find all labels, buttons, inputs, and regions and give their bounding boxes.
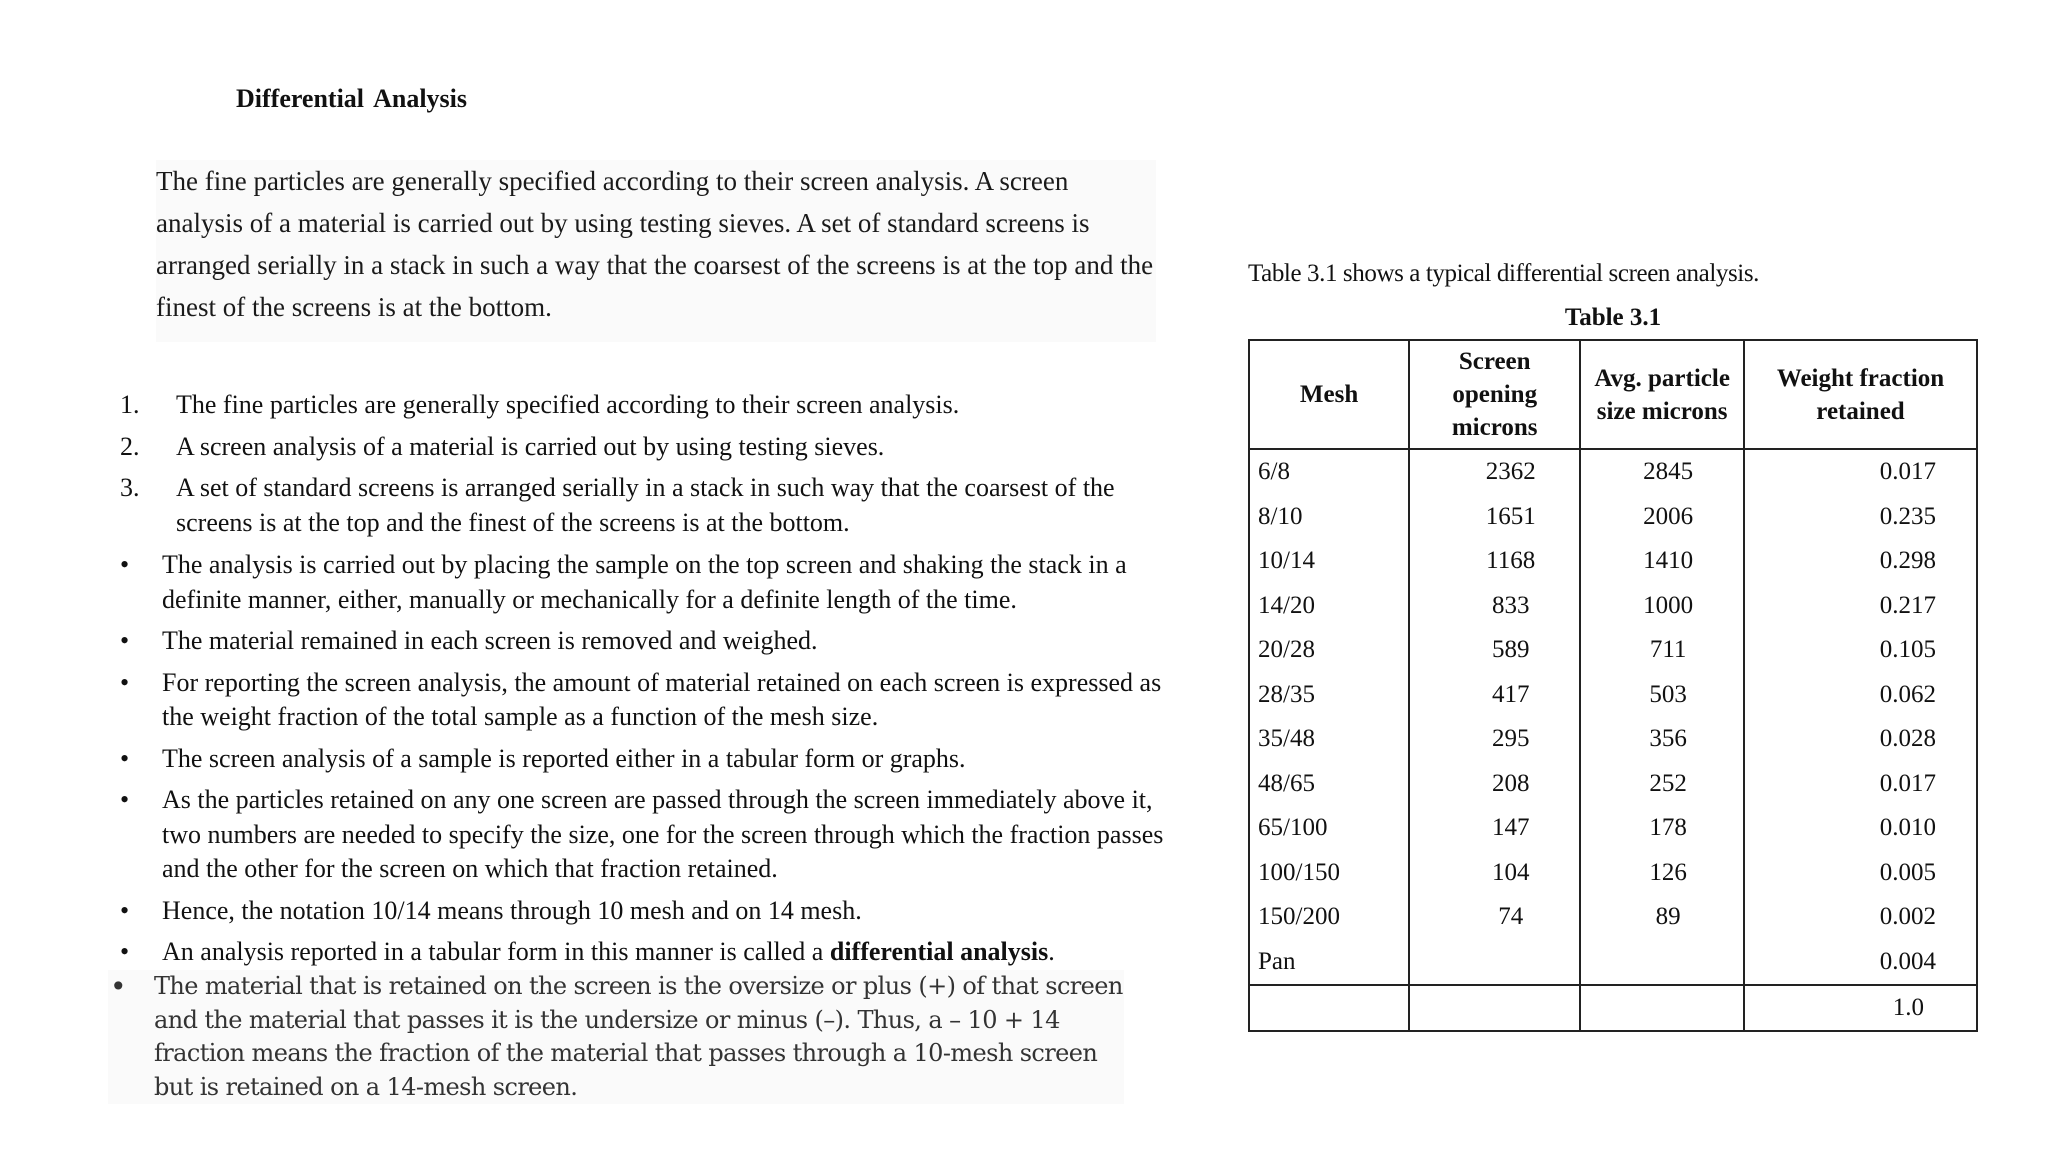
screen-opening-cell: 589 [1409,628,1580,673]
note-text: The material that is retained on the screen is the oversize or plus (+) of that screen and the material that passes it is the undersize or minus (–). Thus, a – 10 + 14 fraction means the fraction of the material that passes through a 10-mesh screen but is retained on a 14-mesh screen. [154,972,1123,1101]
mesh-cell: 35/48 [1249,717,1409,762]
total-weight-fraction-cell: 1.0 [1744,985,1977,1031]
mesh-cell: 150/200 [1249,895,1409,940]
mesh-cell: 6/8 [1249,449,1409,495]
bullet-item [110,935,1170,970]
bullet-marker: • [120,667,130,697]
bullet-text: The analysis is carried out by placing the sample on the top screen and shaking the stack in a definite manner, either, manually or mechanically for a definite length of the time. [162,550,1127,614]
weight-fraction-cell: 0.062 [1744,673,1977,718]
mesh-cell: 100/150 [1249,851,1409,896]
screen-analysis-table [1248,339,1978,1032]
weight-fraction-cell: 0.010 [1744,806,1977,851]
avg-particle-size-cell [1580,940,1744,986]
mesh-cell: Pan [1249,940,1409,986]
bullet-text: An analysis reported in a tabular form in this manner is called a [162,937,830,966]
mesh-cell: 65/100 [1249,806,1409,851]
table-caption: Table 3.1 shows a typical differential screen analysis. [1248,260,1760,287]
table-row [1249,762,1977,807]
weight-fraction-cell: 0.005 [1744,851,1977,896]
bullet-item [110,894,1170,929]
avg-particle-size-cell: 356 [1580,717,1744,762]
bullet-text-end: . [1048,937,1055,966]
avg-particle-size-cell: 1000 [1580,584,1744,629]
header-avg-particle-size: Avg. particle size microns [1580,340,1744,449]
avg-particle-size-cell: 503 [1580,673,1744,718]
bullet-item [110,548,1170,617]
table-row [1249,539,1977,584]
numbered-item [110,388,1180,423]
oversize-undersize-note [108,970,1124,1104]
screen-opening-cell: 1651 [1409,495,1580,540]
avg-particle-size-cell: 89 [1580,895,1744,940]
weight-fraction-cell: 0.004 [1744,940,1977,986]
numbered-item [110,471,1180,540]
bullet-text: The material remained in each screen is removed and weighed. [162,626,818,655]
table-row [1249,806,1977,851]
screen-opening-cell [1409,940,1580,986]
bullet-text: As the particles retained on any one screen are passed through the screen immediately above it, two numbers are needed to specify the size, one for the screen through which the fraction passes and the other for the screen on which that fraction retained. [162,785,1164,883]
screen-opening-cell: 2362 [1409,449,1580,495]
screen-opening-cell: 147 [1409,806,1580,851]
total-empty-cell [1249,985,1409,1031]
item-text: A set of standard screens is arranged serially in a stack in such way that the coarsest of the screens is at the top and the finest of the screens is at the bottom. [176,473,1115,537]
item-text: The fine particles are generally specified according to their screen analysis. [176,390,960,419]
weight-fraction-cell: 0.028 [1744,717,1977,762]
screen-opening-cell: 74 [1409,895,1580,940]
table-row [1249,851,1977,896]
table-header-row [1249,340,1977,449]
weight-fraction-cell: 0.017 [1744,449,1977,495]
bullet-list [110,548,1170,977]
weight-fraction-cell: 0.017 [1744,762,1977,807]
bullet-item [110,666,1170,735]
item-text: A screen analysis of a material is carried out by using testing sieves. [176,431,885,461]
item-number: 3. [120,473,140,502]
mesh-cell: 10/14 [1249,539,1409,584]
screen-opening-cell: 208 [1409,762,1580,807]
bullet-text: Hence, the notation 10/14 means through 10 mesh and on 14 mesh. [162,895,862,925]
bullet-item [110,624,1170,659]
screen-opening-cell: 295 [1409,717,1580,762]
header-screen-opening: Screen opening microns [1409,340,1580,449]
table-row [1249,717,1977,762]
bullet-item [110,742,1170,777]
table-row [1249,449,1977,495]
bullet-marker: • [120,626,130,655]
avg-particle-size-cell: 711 [1580,628,1744,673]
avg-particle-size-cell: 2845 [1580,449,1744,495]
table-title: Table 3.1 [1564,304,1662,331]
intro-paragraph: The fine particles are generally specified according to their screen analysis. A screen analysis of a material is carried out by using testing sieves. A set of standard screens is arranged serially in a stack in such a way that the coarsest of the screens is at the top and the finest of the screens is at the bottom. [156,160,1156,342]
numbered-item [110,430,1180,465]
section-heading: Differential Analysis [236,84,468,113]
weight-fraction-cell: 0.002 [1744,895,1977,940]
bullet-item [110,783,1170,887]
screen-opening-cell: 833 [1409,584,1580,629]
avg-particle-size-cell: 2006 [1580,495,1744,540]
screen-opening-cell: 417 [1409,673,1580,718]
avg-particle-size-cell: 178 [1580,806,1744,851]
weight-fraction-cell: 0.217 [1744,584,1977,629]
mesh-cell: 20/28 [1249,628,1409,673]
mesh-cell: 28/35 [1249,673,1409,718]
weight-fraction-cell: 0.235 [1744,495,1977,540]
bullet-marker: • [120,743,130,773]
total-empty-cell [1409,985,1580,1031]
weight-fraction-cell: 0.105 [1744,628,1977,673]
item-number: 2. [120,431,140,461]
avg-particle-size-cell: 252 [1580,762,1744,807]
bullet-text: For reporting the screen analysis, the amount of material retained on each screen is expressed as the weight fraction of the total sample as a function of the mesh size. [162,667,1162,731]
screen-opening-cell: 104 [1409,851,1580,896]
numbered-list [110,388,1180,547]
avg-particle-size-cell: 1410 [1580,539,1744,584]
total-empty-cell [1580,985,1744,1031]
header-weight-fraction: Weight fraction retained [1744,340,1977,449]
table-row [1249,628,1977,673]
bullet-marker: • [120,785,130,814]
screen-opening-cell: 1168 [1409,539,1580,584]
header-mesh: Mesh [1249,340,1409,449]
table-total-row [1249,985,1977,1031]
table-row [1249,495,1977,540]
mesh-cell: 14/20 [1249,584,1409,629]
table-row [1249,584,1977,629]
bold-term: differential analysis [829,937,1049,966]
table-row [1249,895,1977,940]
table-row [1249,940,1977,986]
mesh-cell: 48/65 [1249,762,1409,807]
bullet-text: The screen analysis of a sample is reported either in a tabular form or graphs. [162,743,966,773]
table-row [1249,673,1977,718]
bullet-marker: • [110,970,126,1003]
bullet-marker: • [120,895,130,925]
item-number: 1. [120,390,140,419]
mesh-cell: 8/10 [1249,495,1409,540]
avg-particle-size-cell: 126 [1580,851,1744,896]
weight-fraction-cell: 0.298 [1744,539,1977,584]
bullet-marker: • [120,550,130,579]
bullet-marker: • [120,937,130,966]
